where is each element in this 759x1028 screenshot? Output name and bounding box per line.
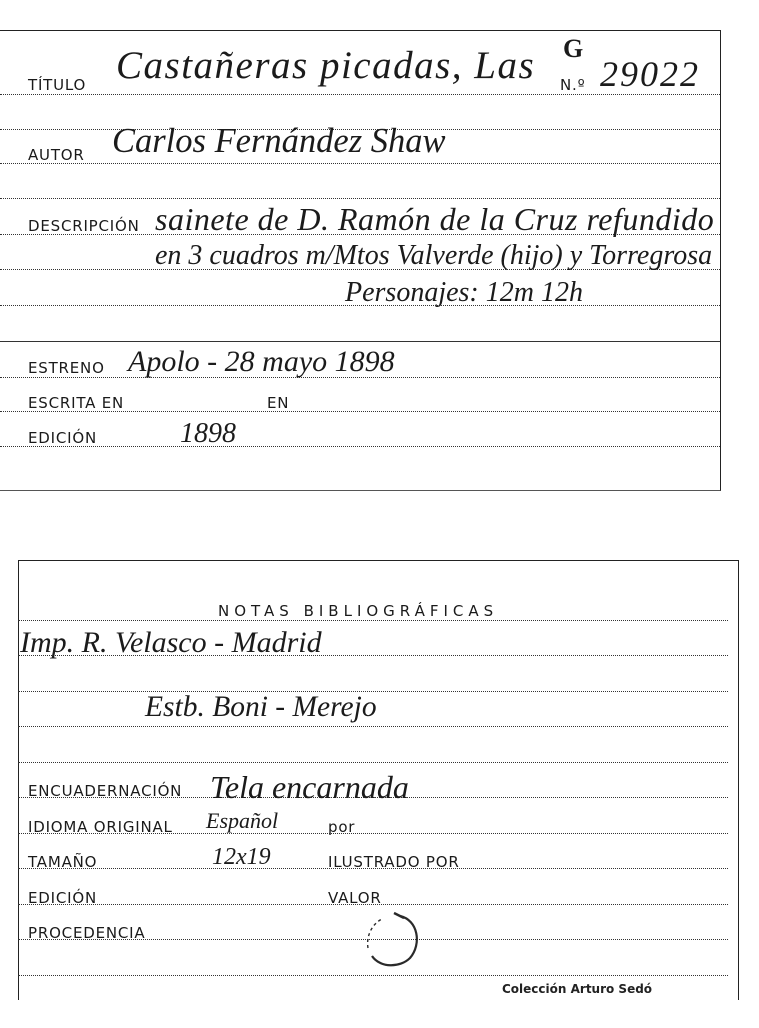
description-line: Personajes: 12m 12h <box>345 277 583 308</box>
size-value: 12x19 <box>212 844 271 870</box>
author-label: AUTOR <box>28 146 85 164</box>
value-label: VALOR <box>328 889 382 907</box>
premiere-value: Apolo - 28 mayo 1898 <box>128 345 395 378</box>
original-language-value: Español <box>206 808 279 833</box>
bibliographic-note: Imp. R. Velasco - Madrid <box>20 626 322 659</box>
description-line: en 3 cuadros m/Mtos Valverde (hijo) y Torregrosa <box>155 240 713 271</box>
binding-label: ENCUADERNACIÓN <box>28 782 183 800</box>
ruled-line <box>18 726 728 727</box>
ruled-line <box>0 163 720 164</box>
ruled-line <box>18 620 728 621</box>
edition-value: 1898 <box>180 418 236 449</box>
size-label: TAMAÑO <box>28 853 98 871</box>
author-value: Carlos Fernández Shaw <box>112 122 446 160</box>
ruled-line <box>0 446 720 447</box>
premiere-label: ESTRENO <box>28 359 105 377</box>
ruled-line <box>0 341 720 342</box>
ruled-line <box>18 975 728 976</box>
edition-label: EDICIÓN <box>28 889 97 907</box>
collection-credit: Colección Arturo Sedó <box>502 982 653 996</box>
stamp-mark-icon <box>360 910 426 972</box>
edition-label: EDICIÓN <box>28 429 97 447</box>
ruled-line <box>0 94 720 95</box>
number-label: N.º <box>560 76 586 94</box>
title-label: TÍTULO <box>28 76 87 94</box>
provenance-label: PROCEDENCIA <box>28 924 146 942</box>
by-label: por <box>328 818 356 836</box>
original-language-label: IDIOMA ORIGINAL <box>28 818 173 836</box>
written-in-label: ESCRITA EN <box>28 394 125 412</box>
written-in-en-label: EN <box>267 394 290 412</box>
description-label: DESCRIPCIÓN <box>28 217 140 235</box>
number-value: 29022 <box>600 54 700 94</box>
notes-heading: NOTAS BIBLIOGRÁFICAS <box>218 602 499 620</box>
title-value: Castañeras picadas, Las <box>116 44 536 87</box>
description-line: sainete de D. Ramón de la Cruz refundido <box>155 201 715 237</box>
illustrated-by-label: ILUSTRADO POR <box>328 853 460 871</box>
binding-value: Tela encarnada <box>210 769 409 805</box>
number-mark: G <box>563 34 584 63</box>
bibliographic-note: Estb. Boni - Merejo <box>145 691 377 723</box>
ruled-line <box>18 762 728 763</box>
ruled-line <box>0 198 720 199</box>
